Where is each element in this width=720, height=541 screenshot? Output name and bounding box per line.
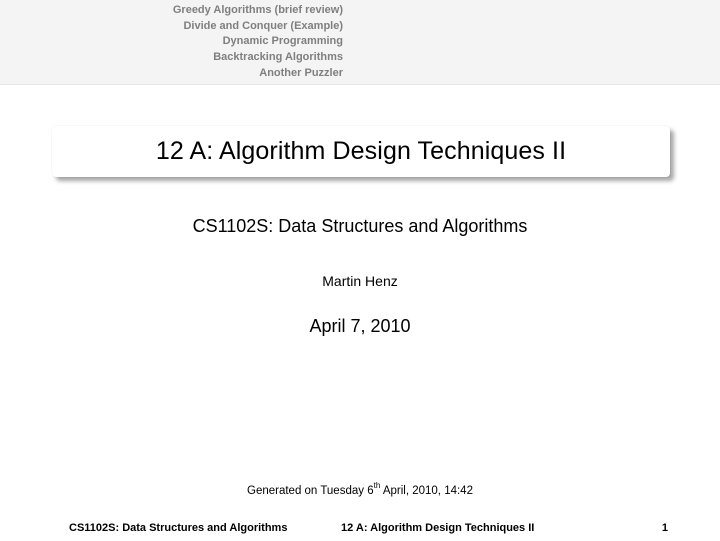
- author-name: Martin Henz: [322, 273, 398, 289]
- nav-section-dynamic-programming[interactable]: Dynamic Programming: [222, 35, 343, 48]
- footer-lecture-title: 12 A: Algorithm Design Techniques II: [341, 522, 535, 534]
- slide-footer: [0, 514, 720, 541]
- generated-timestamp: [0, 481, 720, 497]
- nav-section-backtracking[interactable]: Backtracking Algorithms: [213, 51, 343, 64]
- nav-section-greedy[interactable]: Greedy Algorithms (brief review): [172, 4, 343, 16]
- generated-suffix: April, 2010, 14:42: [380, 485, 473, 497]
- nav-section-divide-and-conquer[interactable]: Divide and Conquer (Example): [183, 19, 343, 32]
- slide-subtitle: CS1102S: Data Structures and Algorithms: [192, 216, 528, 236]
- title-box: [52, 126, 670, 177]
- generated-ordinal-suffix: th: [373, 481, 381, 490]
- section-navigation-bar: [0, 0, 720, 85]
- page-number: 1: [661, 522, 668, 534]
- slide-title: 12 A: Algorithm Design Techniques II: [155, 137, 567, 165]
- presentation-date: April 7, 2010: [309, 316, 411, 336]
- generated-prefix: Generated on Tuesday 6: [247, 485, 374, 497]
- nav-section-another-puzzler[interactable]: Another Puzzler: [259, 66, 343, 79]
- section-list: [173, 3, 343, 82]
- footer-course: CS1102S: Data Structures and Algorithms: [69, 522, 288, 534]
